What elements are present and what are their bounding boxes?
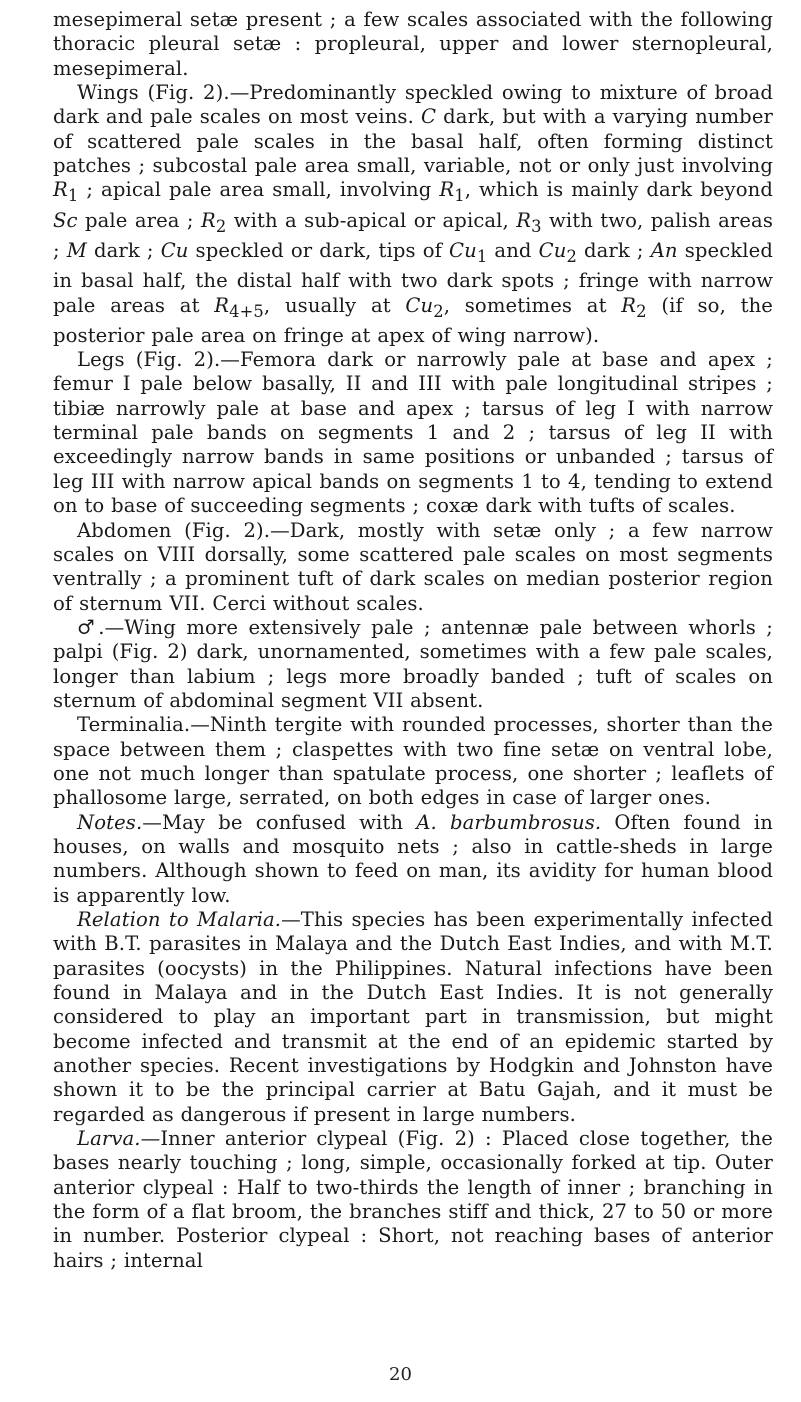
paragraph-wings: Wings (Fig. 2).—Predominantly speckled owing to mixture of broad dark and pale scales on most veins. C dark, but with a varying number of scattered pale scales in the basal half, often forming distinct patches ; subcostal pale area small, variable, not or only just involving $R_1$ ; apical pale area small, involving $R_1$, which is mainly dark beyond Sc pale area ; $R_2$ with a sub-apical or apical, $R_3$ with two, palish areas ; M dark ; Cu speckled or dark, tips of $Cu_1$ and $Cu_2$ dark ; An speckled in basal half, the distal half with two dark spots ; fringe with narrow pale areas at $R_{4+5}$, usually at $Cu_2$, sometimes at $R_2$ (if so, the posterior pale area on fringe at apex of wing narrow). xyxy=(53,81,774,347)
paragraph-larva: Larva.—Inner anterior clypeal (Fig. 2) : Placed close together, the bases nearly touching ; long, simple, occasionally forked at tip. Outer anterior clypeal : Half to two-thirds the length of inner ; branching in the form of a flat broom, the branches stiff and thick, 27 to 50 or more in number. Posterior clypeal : Short, not reaching bases of anterior hairs ; internal xyxy=(53,1127,773,1272)
paragraph-setae: mesepimeral setæ present ; a few scales associated with the following thoracic pleural setæ : propleural, upper and lower sternopleural, mesepimeral. xyxy=(53,8,773,80)
paragraph-legs: Legs (Fig. 2).—Femora dark or narrowly pale at base and apex ; femur I pale below basally, II and III with pale longitudinal stripes ; tibiæ narrowly pale at base and apex ; tarsus of leg I with narrow terminal pale bands on segments 1 and 2 ; tarsus of leg II with exceedingly narrow bands in same positions or unbanded ; tarsus of leg III with narrow apical bands on segments 1 to 4, tending to extend on to base of succeeding segments ; coxæ dark with tufts of scales. xyxy=(53,348,773,518)
paragraph-abdomen: Abdomen (Fig. 2).—Dark, mostly with setæ only ; a few narrow scales on VIII dorsally, some scattered pale scales on most segments ventrally ; a prominent tuft of dark scales on median posterior region of sternum VII. Cerci without scales. xyxy=(53,518,773,615)
paragraph-male: ♂.—Wing more extensively pale ; antennæ pale between whorls ; palpi (Fig. 2) dark, unornamented, sometimes with a few pale scales, longer than labium ; legs more broadly banded ; tuft of scales on sternum of abdominal segment VII absent. xyxy=(53,615,773,712)
paragraph-relation-to-malaria: Relation to Malaria.—This species has been experimentally infected with B.T. parasites in Malaya and the Dutch East Indies, and with M.T. parasites (oocysts) in the Philippines. Natural infections have been found in Malaya and in the Dutch East Indies. It is not generally considered to play an important part in transmission, but might become infected and transmit at the end of an epidemic started by another species. Recent investigations by Hodgkin and Johnston have shown it to be the principal carrier at Batu Gajah, and it must be regarded as dangerous if present in large numbers. xyxy=(53,908,773,1126)
paragraph-notes: Notes.—May be confused with A. barbumbrosus. Often found in houses, on walls and mosquito nets ; also in cattle-sheds in large numbers. Although shown to feed on man, its avidity for human blood is apparently low. xyxy=(53,810,774,907)
document-page xyxy=(53,8,773,1273)
page-number: 20 xyxy=(389,1364,412,1385)
paragraph-terminalia: Terminalia.—Ninth tergite with rounded processes, shorter than the space between them ; claspettes with two fine setæ on ventral lobe, one not much longer than spatulate process, one shorter ; leaflets of phallosome large, serrated, on both edges in case of larger ones. xyxy=(53,713,773,810)
